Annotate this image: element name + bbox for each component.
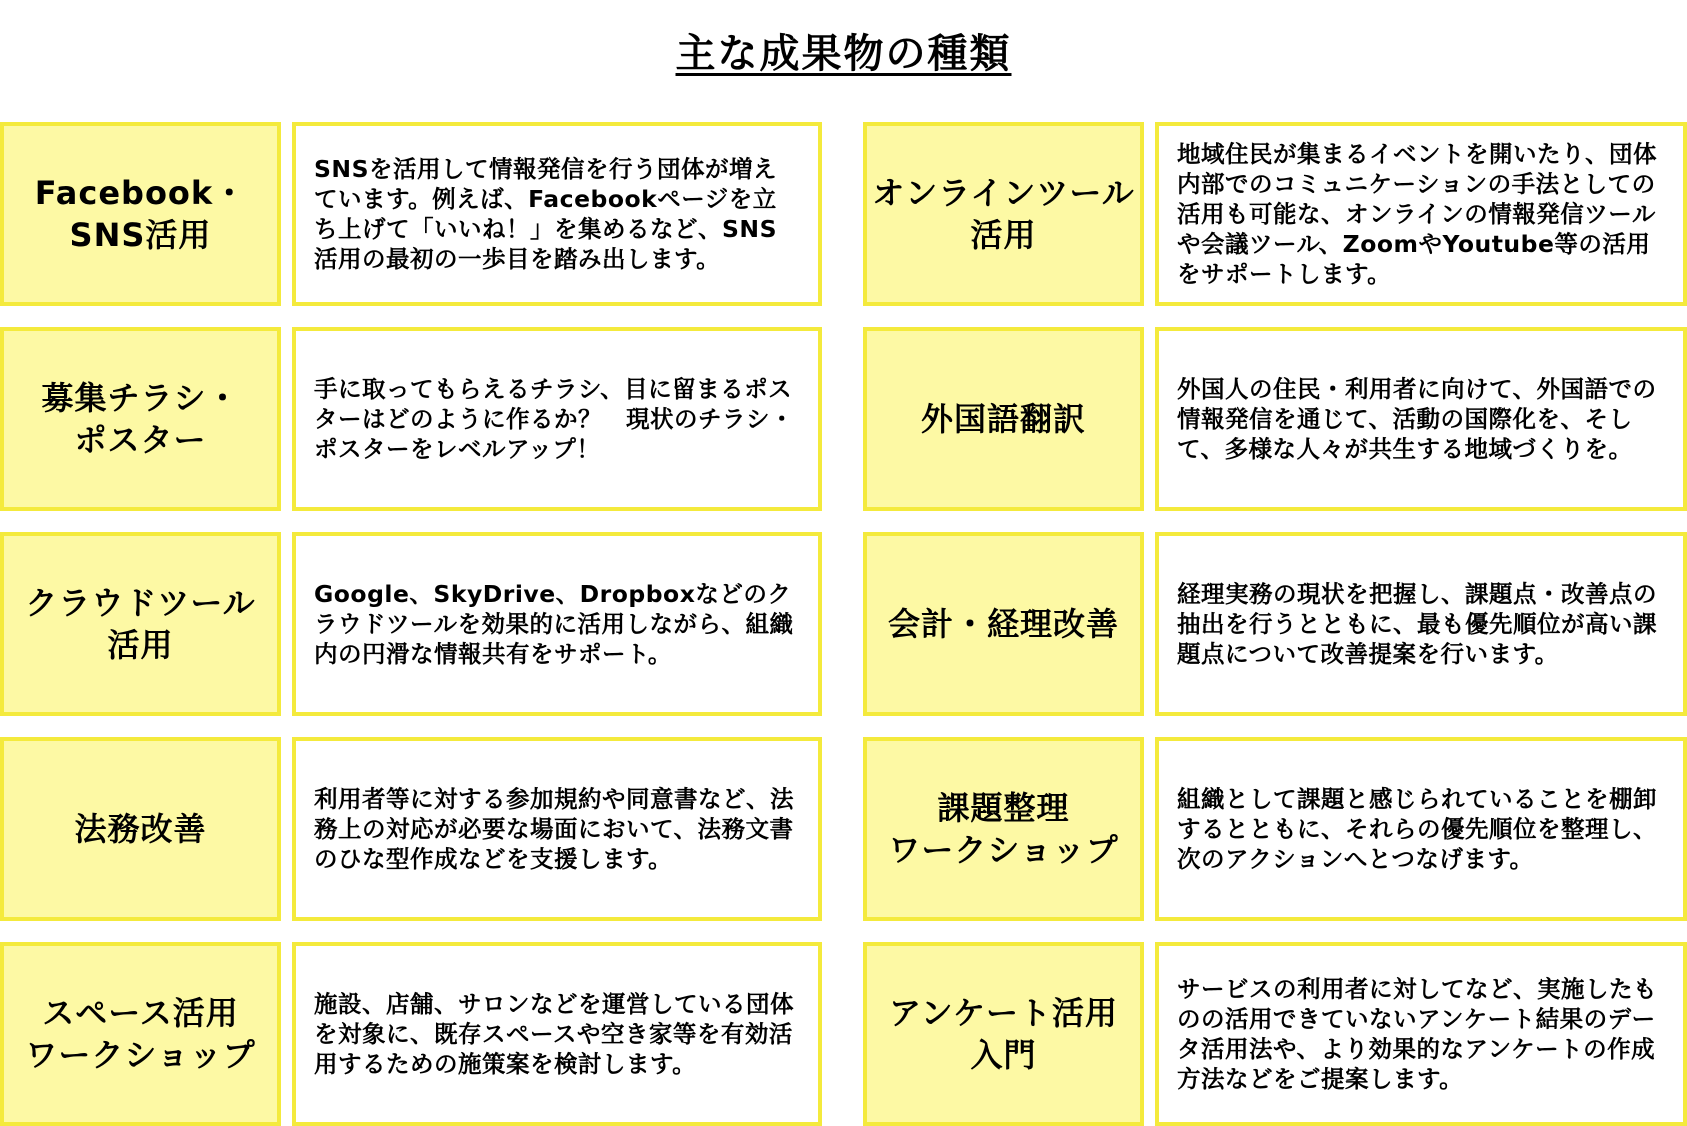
deliverable-description-text: 地域住民が集まるイベントを開いたり、団体内部でのコミュニケーションの手法としての活用も可能な、オンラインの情報発信ツールや会議ツール、ZoomやYoutube等の活用をサポートします。 xyxy=(1177,140,1657,288)
deliverable-label: 会計・経理改善 xyxy=(863,532,1144,716)
deliverable-label: 法務改善 xyxy=(0,737,281,921)
deliverables-row xyxy=(0,942,1687,1126)
page-title-text: 主な成果物の種類 xyxy=(675,31,1012,77)
deliverable-description-text: 組織として課題と感じられていることを棚卸するとともに、それらの優先順位を整理し、次のアクションへとつなげます。 xyxy=(1177,785,1657,873)
deliverable-label: 外国語翻訳 xyxy=(863,327,1144,511)
deliverable-description xyxy=(292,532,822,716)
deliverables-row xyxy=(0,122,1687,306)
deliverable-description-text: 外国人の住民・利用者に向けて、外国語での情報発信を通じて、活動の国際化を、そして、多様な人々が共生する地域づくりを。 xyxy=(1177,375,1657,463)
deliverable-description xyxy=(292,737,822,921)
deliverable-label: アンケート活用 入門 xyxy=(863,942,1144,1126)
deliverable-description xyxy=(1155,942,1687,1126)
deliverable-label: Facebook・ SNS活用 xyxy=(0,122,281,306)
deliverable-description xyxy=(292,327,822,511)
deliverable-description xyxy=(292,122,822,306)
deliverable-description xyxy=(292,942,822,1126)
deliverable-description-text: 手に取ってもらえるチラシ、目に留まるポスターはどのように作るか？ 現状のチラシ・ポスターをレベルアップ！ xyxy=(314,375,794,463)
deliverable-label: スペース活用 ワークショップ xyxy=(0,942,281,1126)
deliverable-description xyxy=(1155,122,1687,306)
deliverable-description-text: 施設、店舗、サロンなどを運営している団体を対象に、既存スペースや空き家等を有効活用するための施策案を検討します。 xyxy=(314,990,794,1078)
deliverable-description-text: Google、SkyDrive、Dropboxなどのクラウドツールを効果的に活用しながら、組織内の円滑な情報共有をサポート。 xyxy=(314,580,794,668)
page-title xyxy=(0,28,1687,80)
deliverable-label: クラウドツール 活用 xyxy=(0,532,281,716)
deliverables-row xyxy=(0,737,1687,921)
deliverable-description xyxy=(1155,532,1687,716)
deliverable-description-text: 利用者等に対する参加規約や同意書など、法務上の対応が必要な場面において、法務文書のひな型作成などを支援します。 xyxy=(314,785,794,873)
deliverable-label: 募集チラシ・ ポスター xyxy=(0,327,281,511)
deliverables-row xyxy=(0,532,1687,716)
deliverable-description-text: SNSを活用して情報発信を行う団体が増えています。例えば、Facebookページを立ち上げて「いいね！」を集めるなど、SNS活用の最初の一歩目を踏み出します。 xyxy=(314,155,778,273)
deliverable-label: 課題整理 ワークショップ xyxy=(863,737,1144,921)
deliverable-description xyxy=(1155,327,1687,511)
deliverable-description-text: サービスの利用者に対してなど、実施したものの活用できていないアンケート結果のデータ活用法や、より効果的なアンケートの作成方法などをご提案します。 xyxy=(1177,975,1657,1093)
deliverable-description xyxy=(1155,737,1687,921)
deliverable-label: オンラインツール 活用 xyxy=(863,122,1144,306)
deliverables-row xyxy=(0,327,1687,511)
deliverable-description-text: 経理実務の現状を把握し、課題点・改善点の抽出を行うとともに、最も優先順位が高い課題点について改善提案を行います。 xyxy=(1177,580,1657,668)
